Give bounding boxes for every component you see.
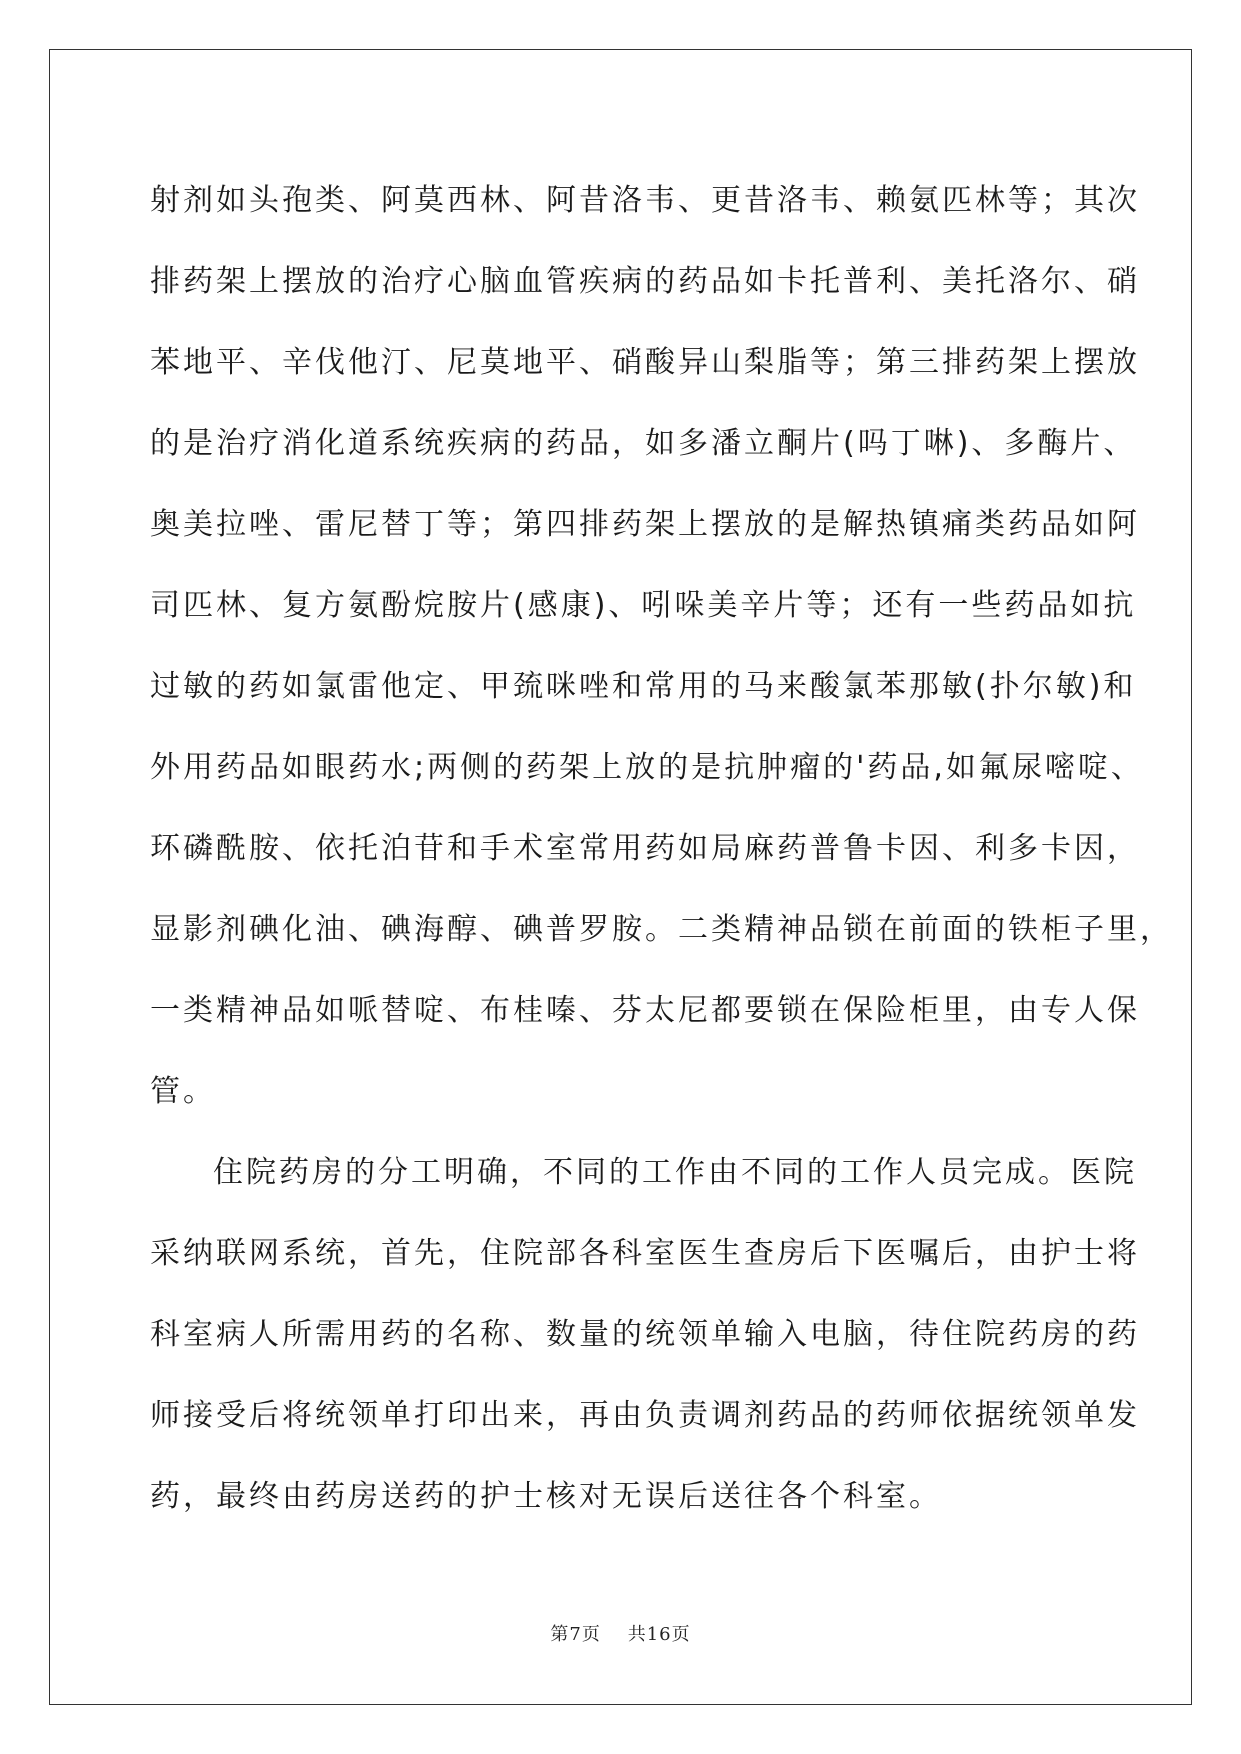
text-line: 司匹林、复方氨酚烷胺片(感康)、吲哚美辛片等；还有一些药品如抗 (150, 588, 1137, 623)
text-line: 显影剂碘化油、碘海醇、碘普罗胺。二类精神品锁在前面的铁柜子里， (150, 912, 1173, 947)
text-line: 射剂如头孢类、阿莫西林、阿昔洛韦、更昔洛韦、赖氨匹林等；其次 (150, 183, 1140, 218)
text-line: 科室病人所需用药的名称、数量的统领单输入电脑，待住院药房的药 (150, 1317, 1140, 1352)
text-line: 苯地平、辛伐他汀、尼莫地平、硝酸异山梨脂等；第三排药架上摆放 (150, 345, 1140, 380)
text-line: 奥美拉唑、雷尼替丁等；第四排药架上摆放的是解热镇痛类药品如阿 (150, 507, 1140, 542)
document-body (150, 160, 1173, 1537)
text-line: 过敏的药如氯雷他定、甲巯咪唑和常用的马来酸氯苯那敏(扑尔敏)和 (150, 669, 1137, 704)
paragraph-2 (150, 1132, 1140, 1537)
text-line: 一类精神品如哌替啶、布桂嗪、芬太尼都要锁在保险柜里，由专人保 (150, 993, 1140, 1028)
text-line: 药，最终由药房送药的护士核对无误后送往各个科室。 (150, 1479, 942, 1514)
text-line: 排药架上摆放的治疗心脑血管疾病的药品如卡托普利、美托洛尔、硝 (150, 264, 1140, 299)
text-line: 采纳联网系统，首先，住院部各科室医生查房后下医嘱后，由护士将 (150, 1236, 1140, 1271)
text-line: 管。 (150, 1074, 216, 1109)
text-line: 的是治疗消化道系统疾病的药品，如多潘立酮片(吗丁啉)、多酶片、 (150, 426, 1137, 461)
text-line: 环磷酰胺、依托泊苷和手术室常用药如局麻药普鲁卡因、利多卡因， (150, 831, 1140, 866)
page-footer (0, 1620, 1241, 1646)
text-line: 住院药房的分工明确，不同的工作由不同的工作人员完成。医院 (213, 1155, 1137, 1190)
page-total: 共16页 (627, 1624, 691, 1645)
page-number: 第7页 (550, 1624, 601, 1645)
text-line: 师接受后将统领单打印出来，再由负责调剂药品的药师依据统领单发 (150, 1398, 1140, 1433)
paragraph-1 (150, 160, 1173, 1132)
text-line: 外用药品如眼药水;两侧的药架上放的是抗肿瘤的'药品,如氟尿嘧啶、 (150, 750, 1144, 785)
